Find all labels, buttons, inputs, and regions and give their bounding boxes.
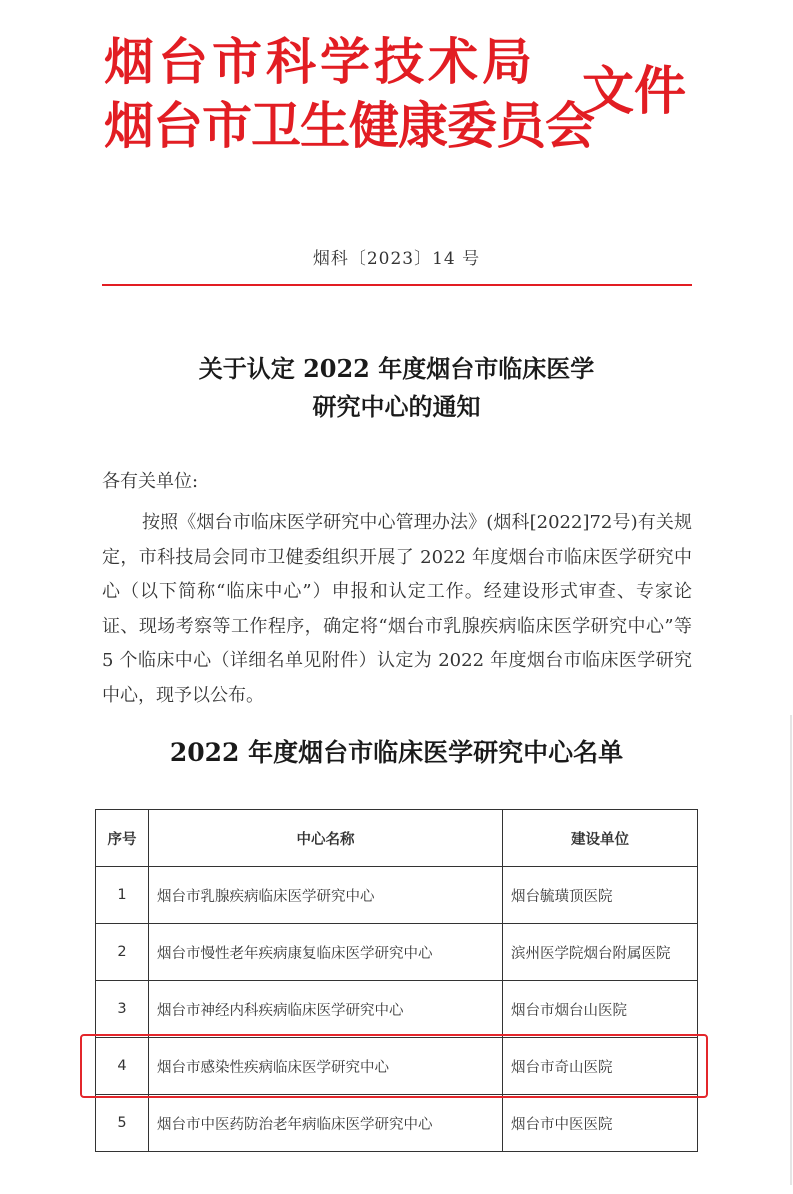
scrollbar-track[interactable] [790, 715, 792, 1185]
construction-unit: 滨州医学院烟台附属医院 [503, 924, 698, 981]
list-title: 2022 年度烟台市临床医学研究中心名单 [169, 738, 624, 767]
table-row [96, 867, 698, 924]
construction-unit: 烟台市奇山医院 [503, 1038, 698, 1095]
column-header-center-name: 中心名称 [149, 810, 503, 867]
row-number: 5 [96, 1095, 149, 1152]
notice-title [0, 350, 793, 426]
construction-unit: 烟台市烟台山医院 [503, 981, 698, 1038]
column-header-number: 序号 [96, 810, 149, 867]
highlight-annotation-box [80, 1034, 708, 1098]
org-name-science-bureau: 烟台市科学技术局 [104, 33, 536, 91]
construction-unit: 烟台毓璜顶医院 [503, 867, 698, 924]
document-number: 烟科〔2023〕14 号 [312, 249, 481, 269]
construction-unit: 烟台市中医医院 [503, 1095, 698, 1152]
row-number: 3 [96, 981, 149, 1038]
center-name: 烟台市中医药防治老年病临床医学研究中心 [149, 1095, 503, 1152]
org-name-health-commission: 烟台市卫生健康委员会 [104, 97, 594, 155]
table-row [96, 1095, 698, 1152]
center-name: 烟台市感染性疾病临床医学研究中心 [149, 1038, 503, 1095]
notice-body: 按照《烟台市临床医学研究中心管理办法》(烟科[2022]72号)有关规定，市科技局会同市卫健委组织开展了 2022 年度烟台市临床医学研究中心（以下简称“临床中心”）申报和认定工作。经建设形式审查、专家论证、现场考察等工作程序，确定将“烟台市乳腺疾病临床医学研究中心”等 5 个临床中心（详细名单见附件）认定为 2022 年度烟台市临床医学研究中心，现予以公布。 [102, 512, 692, 706]
issuing-organizations [104, 30, 594, 158]
notice-title-line-1: 关于认定 2022 年度烟台市临床医学 [198, 354, 595, 383]
center-name: 烟台市神经内科疾病临床医学研究中心 [149, 981, 503, 1038]
row-number: 4 [96, 1038, 149, 1095]
column-header-construction-unit: 建设单位 [503, 810, 698, 867]
row-number: 1 [96, 867, 149, 924]
table-row [96, 981, 698, 1038]
row-number: 2 [96, 924, 149, 981]
center-name: 烟台市乳腺疾病临床医学研究中心 [149, 867, 503, 924]
table-header-row [96, 810, 698, 867]
document-type-label: 文件 [582, 62, 687, 122]
center-name: 烟台市慢性老年疾病康复临床医学研究中心 [149, 924, 503, 981]
salutation: 各有关单位: [102, 471, 199, 492]
table-row [96, 924, 698, 981]
research-center-table [95, 809, 698, 1152]
header-divider [102, 284, 692, 286]
notice-title-line-2: 研究中心的通知 [312, 392, 481, 421]
